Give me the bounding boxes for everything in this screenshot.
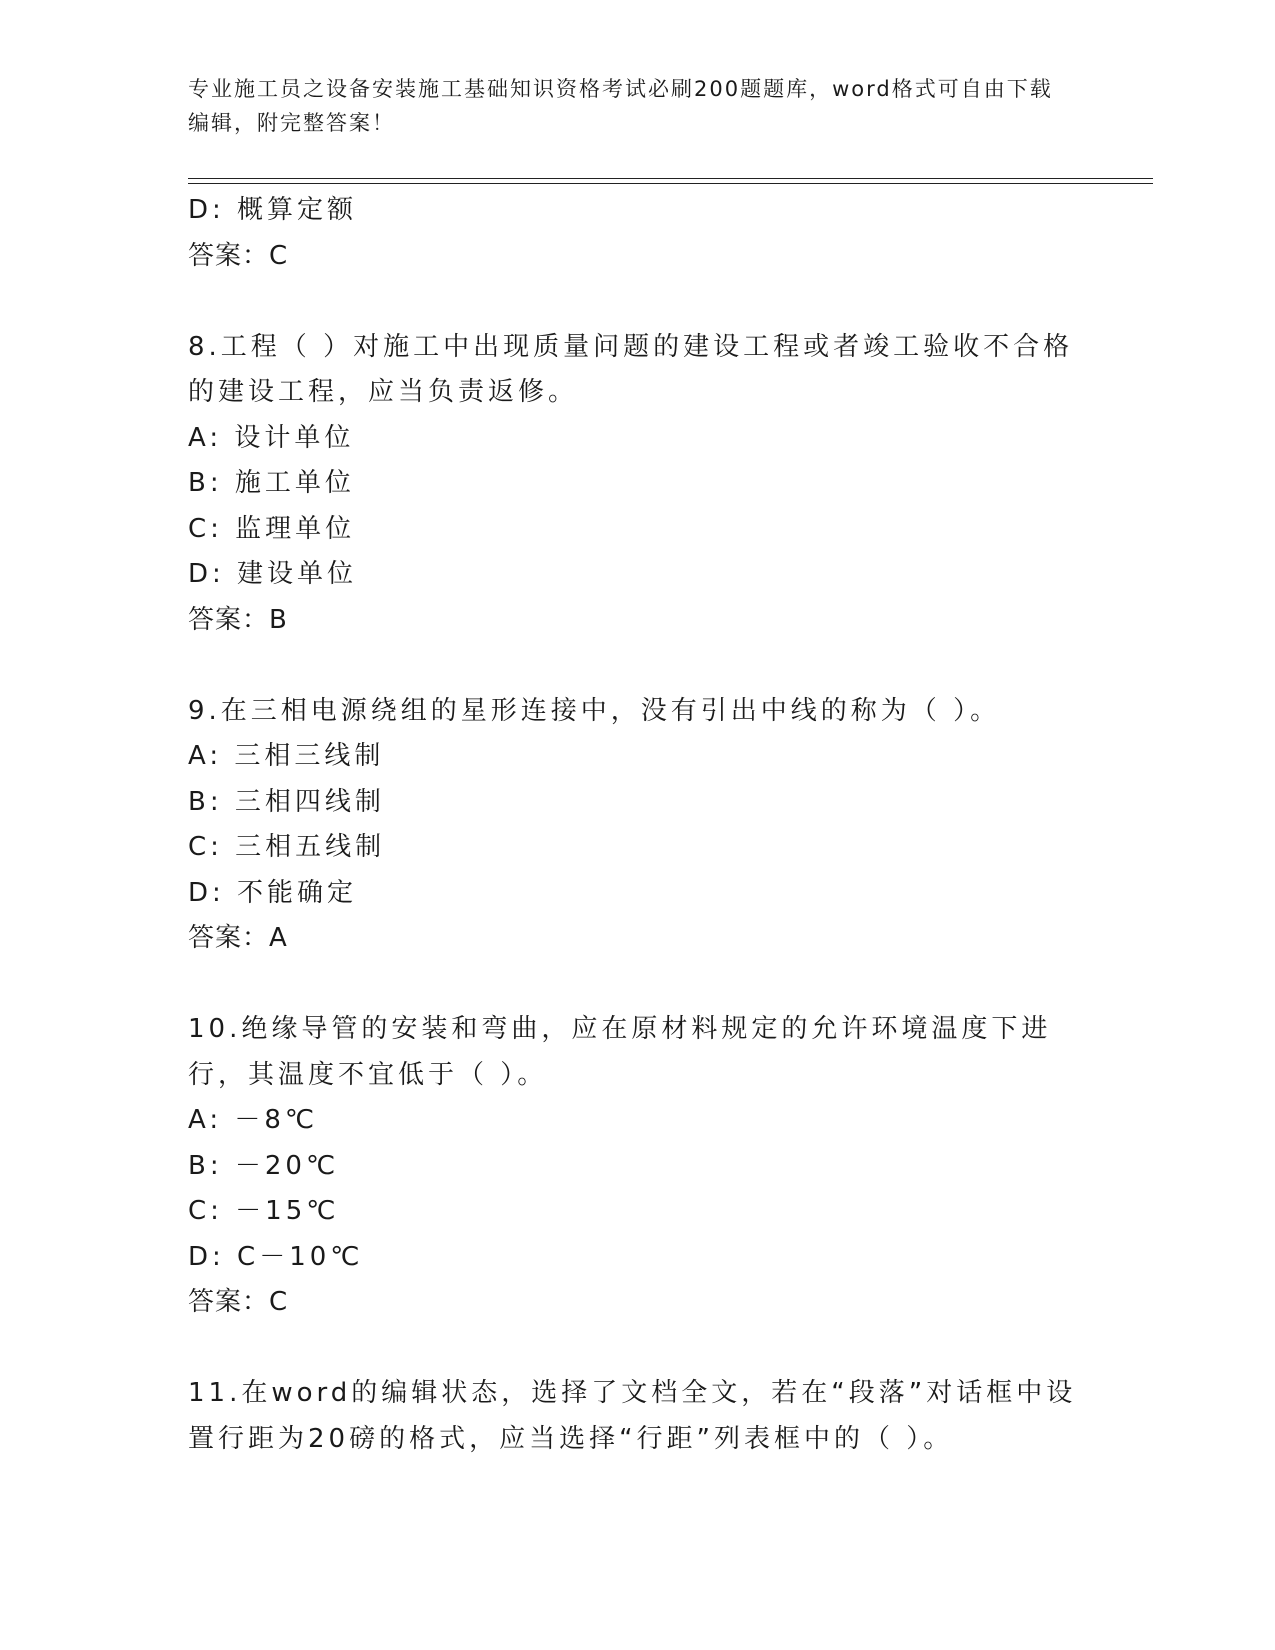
header-divider-bottom	[188, 183, 1153, 184]
question-stem: 9.在三相电源绕组的星形连接中，没有引出中线的称为（ ）。	[188, 695, 1001, 726]
option-b: B: 三相四线制	[188, 786, 385, 817]
question-8	[188, 325, 1088, 644]
question-9	[188, 689, 1088, 962]
option-b: B: －20℃	[188, 1150, 340, 1181]
option-b: B: 施工单位	[188, 468, 355, 498]
option-c: C: －15℃	[188, 1196, 340, 1226]
answer: 答案：C	[188, 1287, 289, 1317]
question-stem: 10.绝缘导管的安装和弯曲，应在原材料规定的允许环境温度下进行，其温度不宜低于（ ）。	[188, 1014, 1052, 1090]
option-c: C: 三相五线制	[188, 832, 386, 862]
option-a: A: 三相三线制	[188, 741, 385, 771]
page-header: 专业施工员之设备安装施工基础知识资格考试必刷200题题库，word格式可自由下载编辑，附完整答案！	[188, 77, 1053, 135]
question-11	[188, 1371, 1088, 1462]
header-divider-top	[188, 178, 1153, 179]
prev-answer: 答案：C	[188, 240, 289, 271]
question-10	[188, 1007, 1088, 1326]
option-a: A: 设计单位	[188, 422, 355, 453]
spacer	[188, 643, 1088, 689]
option-c: C: 监理单位	[188, 513, 356, 544]
question-stem: 11.在word的编辑状态，选择了文档全文，若在“段落”对话框中设置行距为20磅的格式，应当选择“行距”列表框中的（ ）。	[188, 1378, 1077, 1454]
spacer	[188, 279, 1088, 325]
option-d: D: C－10℃	[188, 1241, 364, 1272]
spacer	[188, 962, 1088, 1008]
question-stem: 8.工程（ ）对施工中出现质量问题的建设工程或者竣工验收不合格的建设工程，应当负责返修。	[188, 331, 1074, 407]
option-d: D: 建设单位	[188, 559, 358, 589]
prev-option-d: D: 概算定额	[188, 195, 358, 225]
spacer	[188, 1326, 1088, 1372]
option-d: D: 不能确定	[188, 877, 358, 908]
answer: 答案：B	[188, 604, 288, 635]
question-content	[188, 188, 1088, 1462]
answer: 答案：A	[188, 923, 288, 953]
option-a: A: －8℃	[188, 1105, 319, 1135]
